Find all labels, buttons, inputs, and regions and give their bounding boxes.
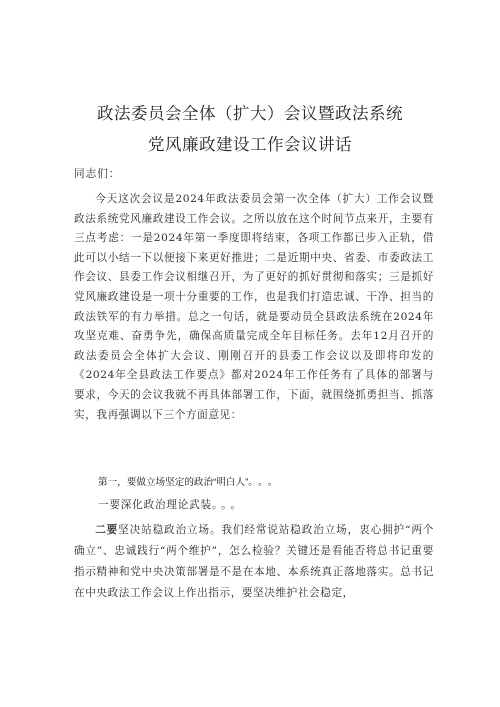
subheading-1 — [98, 497, 245, 512]
greeting: 同志们： — [74, 168, 121, 180]
paragraph-political-stance — [74, 520, 434, 604]
subheading-1-ellipsis: 。。。 — [211, 499, 246, 511]
paragraph-2-text: 坚决站稳政治立场。我们经常说站稳政治立场，衷心拥护“两个确立”、忠诚践行“两个维护”，怎么检验？关键还是看能否将总书记重要指示精神和党中央决策部署是不是在本地、本系统真正落地落实。总书记在中央政法工作会议上作出指示，要坚决维护社会稳定， — [74, 524, 434, 599]
section-heading-1-text: 第一，要做立场坚定的政治“明白人” — [98, 477, 249, 488]
subheading-1-text: 一要深化政治理论武装 — [98, 499, 212, 511]
document-title-line-2: 党风廉政建设工作会议讲话 — [148, 135, 352, 154]
paragraph-intro: 今天这次会议是2024年政法委员会第一次全体（扩大）工作会议暨政法系统党风廉政建设工作会议。之所以放在这个时间节点来开，主要有三点考虑：一是2024年第一季度即将结束，各项工作都已步入正轨，借此可以小结一下以便接下来更好推进；二是近期中央、省委、市委政法工作会议、县委工作会议相继召开，为了更好的抓好贯彻和落实；三是抓好党风廉政建设是一项十分重要的工作，也是我们打造忠诚、干净、担当的政法铁军的有力举措。总之一句话，就是要动员全县政法系统在2024年攻坚克难、奋勇争先，确保高质量完成全年目标任务。去年12月召开的政法委员会全体扩大会议、刚刚召开的县委工作会议以及即将印发的《2024年全县政法工作要点》都对2024年工作任务有了具体的部署与要求，今天的会议我就不再具体部署工作，下面，就围绕抓勇担当、抓落实，我再强调以下三个方面意见： — [74, 193, 434, 421]
document-title-line-1: 政法委员会全体（扩大）会议暨政法系统 — [97, 104, 403, 123]
section-heading-1-ellipsis: 。。。 — [248, 477, 283, 488]
section-heading-1 — [98, 474, 282, 488]
paragraph-2-lead: 二要 — [95, 524, 119, 536]
